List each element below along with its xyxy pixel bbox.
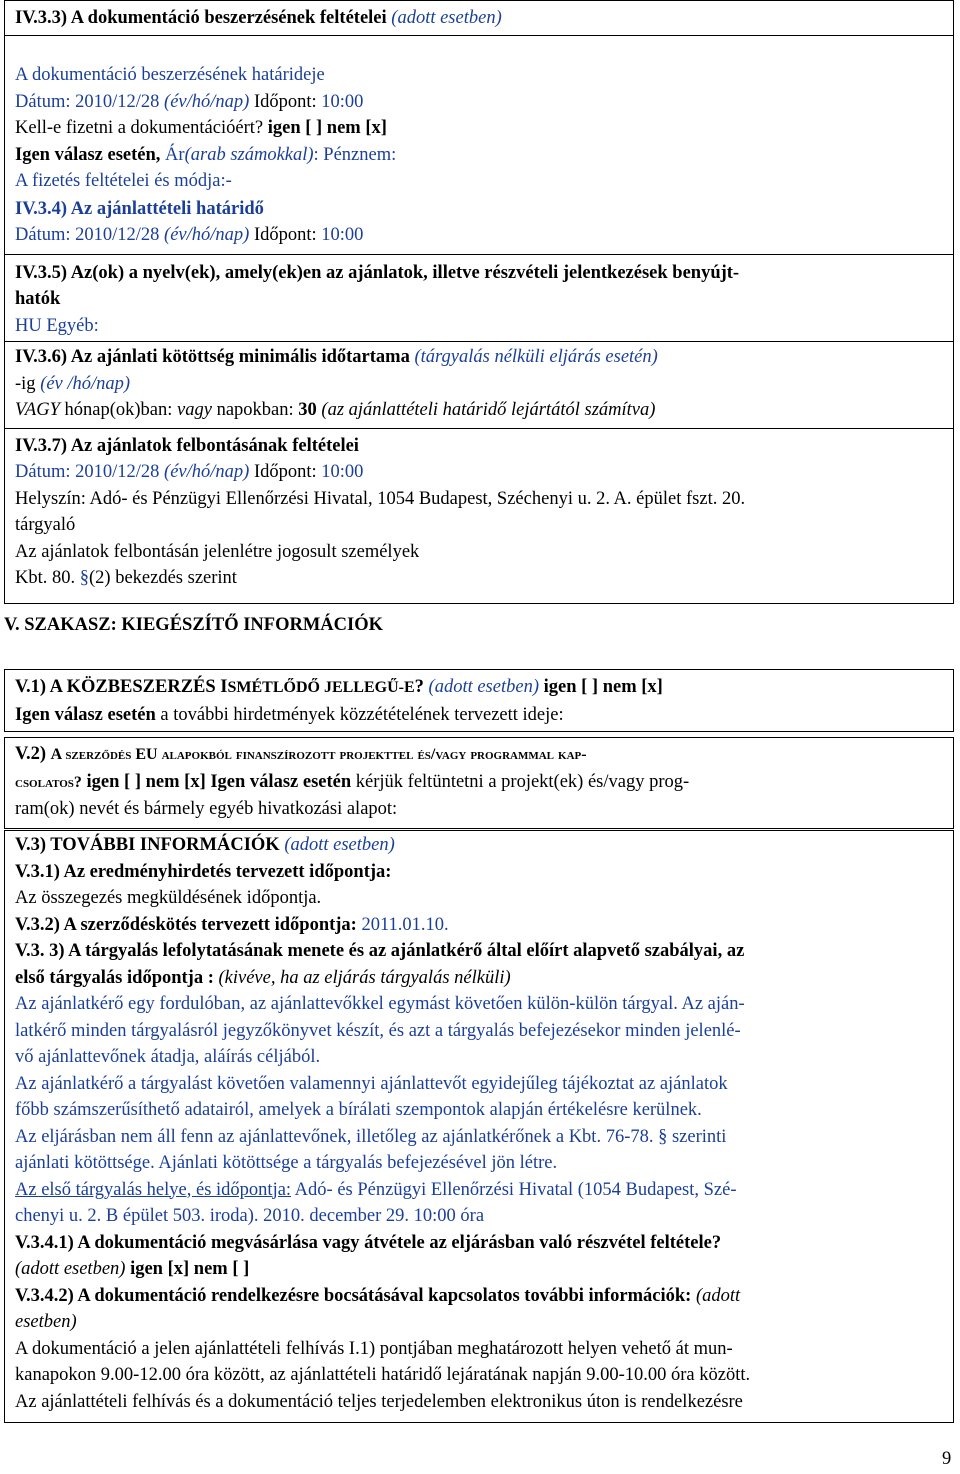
price-note: (arab számokkal) [184, 144, 314, 165]
s337-date: 2010/12/28 [75, 462, 160, 482]
fee-answer: igen [ ] nem [x] [267, 118, 387, 138]
v341-answer: igen [x] nem [ ] [130, 1259, 250, 1279]
v3-box [4, 830, 954, 1423]
s334-date-format: (év/hó/nap) [164, 225, 250, 245]
s336-months: hónap(ok)ban: [64, 400, 173, 420]
s337-date-label: Dátum: [15, 462, 71, 482]
v341-note: (adott esetben) [15, 1259, 126, 1279]
s337-place-l1: Helyszín: Adó- és Pénzügyi Ellenőrzési Hivatal, 1054 Budapest, Széchenyi u. 2. A. épület fszt. 20. [15, 488, 746, 509]
v1-title-q: ? [414, 677, 424, 697]
s335-title-l1: IV.3.5) Az(ok) a nyelv(ek), amely(ek)en az ajánlatok, illetve részvételi jelentkezések benyújt- [15, 262, 740, 283]
v1-note: (adott esetben) [428, 677, 539, 697]
s336-ig-format: (év /hó/nap) [40, 373, 131, 394]
s337-time-label: Időpont: [253, 462, 317, 482]
v2-if-yes: Igen válasz esetén [210, 771, 352, 792]
v342-note-a: (adott [695, 1285, 741, 1306]
v342-title: V.3.4.2) A dokumentáció rendelkezésre bocsátásával kapcsolatos további információk: [15, 1285, 692, 1306]
v33-text-6: Az eljárásban nem áll fenn az ajánlattevőnek, illetőleg az ajánlatkérőnek a Kbt. 76-78. § szerinti [15, 1126, 727, 1147]
s333-note: (adott esetben) [391, 8, 502, 28]
s336-from: (az ajánlattételi határidő lejártától számítva) [321, 400, 656, 420]
v33-text-1: Az ajánlatkérő egy fordulóban, az ajánlattevőkkel egymást követően külön-külön tárgyal. Az aján- [15, 994, 745, 1014]
s337-time: 10:00 [321, 462, 364, 482]
v341-title: V.3.4.1) A dokumentáció megvásárlása vagy átvétele az eljárásban való részvétel feltétele? [15, 1232, 722, 1253]
s337-date-format: (év/hó/nap) [164, 462, 250, 482]
v342-l3: Az ajánlattételi felhívás és a dokumentáció teljes terjedelemben elektronikus úton is rendelkezésre [15, 1391, 743, 1412]
s334-title: IV.3.4) Az ajánlattételi határidő [15, 198, 264, 219]
v1-rest: a további hirdetmények közzétételének tervezett ideje: [160, 704, 564, 725]
fee-question: Kell-e fizetni a dokumentációért? [15, 118, 264, 138]
currency-label: : Pénznem: [313, 144, 397, 165]
v3-note: (adott esetben) [284, 835, 395, 855]
v33-text-3: vő ajánlattevőnek átadja, aláírás céljából. [15, 1047, 321, 1067]
s334-time: 10:00 [321, 225, 364, 245]
v342-l1: A dokumentáció a jelen ajánlattételi felhívás I.1) pontjában meghatározott helyen vehető át mun- [15, 1338, 733, 1359]
section-v-heading: V. SZAKASZ: KIEGÉSZÍTŐ INFORMÁCIÓK [4, 615, 383, 635]
s335-value: HU Egyéb: [15, 315, 99, 336]
v31-text: Az összegezés megküldésének időpontja. [15, 888, 322, 908]
v2-title-l2: csolatos? [15, 773, 82, 791]
s336-vagy: VAGY [15, 400, 60, 420]
v2-rest-l3: ram(ok) nevét és bármely egyéb hivatkozási alapot: [15, 799, 398, 819]
v342-note-b: esetben) [15, 1312, 77, 1332]
price-label: Ár [165, 144, 185, 165]
v33-text-2: latkérő minden tárgyalásról jegyzőkönyvet készít, és azt a tárgyalás befejezésekor minden jelenlé- [15, 1020, 741, 1041]
s337-kbt-a: Kbt. 80. [15, 568, 76, 588]
v32-value: 2011.01.10. [361, 914, 449, 935]
first-session-l2: chenyi u. 2. B épület 503. iroda). 2010. december 29. 10:00 óra [15, 1206, 485, 1226]
s336-title: IV.3.6) Az ajánlati kötöttség minimális időtartama [15, 347, 410, 367]
v31-title: V.3.1) Az eredményhirdetés tervezett időpontja: [15, 861, 392, 882]
v3-title: V.3) TOVÁBBI INFORMÁCIÓK [15, 835, 280, 855]
s334-date-label: Dátum: [15, 225, 71, 245]
s337-kbt-sign: § [79, 568, 89, 588]
s336-vagy2: vagy [177, 400, 212, 420]
v1-if-yes: Igen válasz esetén [15, 704, 156, 725]
deadline-label: A dokumentáció beszerzésének határideje [15, 65, 325, 85]
s337-kbt-b: (2) bekezdés szerint [89, 568, 237, 588]
time-label: Időpont: [253, 91, 317, 112]
v1-title-a: V.1) A KÖZBESZERZÉS I [15, 677, 228, 697]
v2-rest-l2: kérjük feltüntetni a projekt(ek) és/vagy prog- [355, 771, 690, 792]
v342-l2: kanapokon 9.00-12.00 óra között, az ajánlattételi határidő lejáratának napján 9.00-10.00 óra között. [15, 1365, 751, 1385]
page-number: 9 [942, 1449, 952, 1469]
v1-title-b: SMÉTLŐDŐ JELLEGŰ-E [227, 679, 415, 696]
s337-persons: Az ajánlatok felbontásán jelenlétre jogosult személyek [15, 541, 420, 562]
v2-title-l1: A szerződés EU alapokból finanszírozott projekttel és/vagy programmal kap- [50, 746, 587, 763]
v33-title-l1: V.3. 3) A tárgyalás lefolytatásának menete és az ajánlatkérő által előírt alapvető szabályai, az [15, 941, 745, 961]
s336-days: napokban: [216, 400, 294, 420]
s334-time-label: Időpont: [253, 225, 317, 245]
date-value: 2010/12/28 [75, 91, 160, 112]
v2-prefix: V.2) [15, 744, 47, 764]
s336-days-value: 30 [298, 400, 317, 420]
v32-title: V.3.2) A szerződéskötés tervezett időpontja: [15, 914, 357, 935]
v33-text-4: Az ajánlatkérő a tárgyalást követően valamennyi ajánlattevőt egyidejűleg tájékoztat az ajánlatok [15, 1073, 728, 1094]
section-iv-box [4, 0, 954, 604]
s334-date: 2010/12/28 [75, 225, 160, 245]
first-session-l1: Adó- és Pénzügyi Ellenőrzési Hivatal (1054 Budapest, Szé- [294, 1179, 737, 1200]
if-yes-label: Igen válasz esetén, [15, 144, 161, 165]
date-label: Dátum: [15, 91, 71, 112]
date-format: (év/hó/nap) [164, 91, 250, 112]
v2-answer: igen [ ] nem [x] [86, 771, 206, 792]
first-session-label: Az első tárgyalás helye, és időpontja: [15, 1179, 292, 1200]
v33-text-5: főbb számszerűsíthető adatairól, amelyek a bírálati szempontok alapján értékelésre kerülnek. [15, 1100, 702, 1120]
v1-box [4, 669, 954, 732]
s336-note: (tárgyalás nélküli eljárás esetén) [414, 347, 658, 367]
v33-text-7: ajánlati kötöttsége. Ajánlati kötöttsége a tárgyalás befejezésével jön létre. [15, 1153, 558, 1173]
v33-title-l2: első tárgyalás időpontja : [15, 967, 214, 988]
v1-answer: igen [ ] nem [x] [543, 677, 663, 697]
s336-ig: -ig [15, 373, 36, 394]
s337-title: IV.3.7) Az ajánlatok felbontásának feltételei [15, 435, 359, 456]
payment-terms: A fizetés feltételei és módja:- [15, 171, 232, 191]
s335-title-l2: hatók [15, 289, 61, 309]
s333-title: IV.3.3) A dokumentáció beszerzésének feltételei [15, 8, 387, 28]
s337-place-l2: tárgyaló [15, 515, 76, 535]
v2-box [4, 737, 954, 829]
time-value: 10:00 [321, 91, 364, 112]
v33-note: (kivéve, ha az eljárás tárgyalás nélküli) [218, 967, 511, 988]
